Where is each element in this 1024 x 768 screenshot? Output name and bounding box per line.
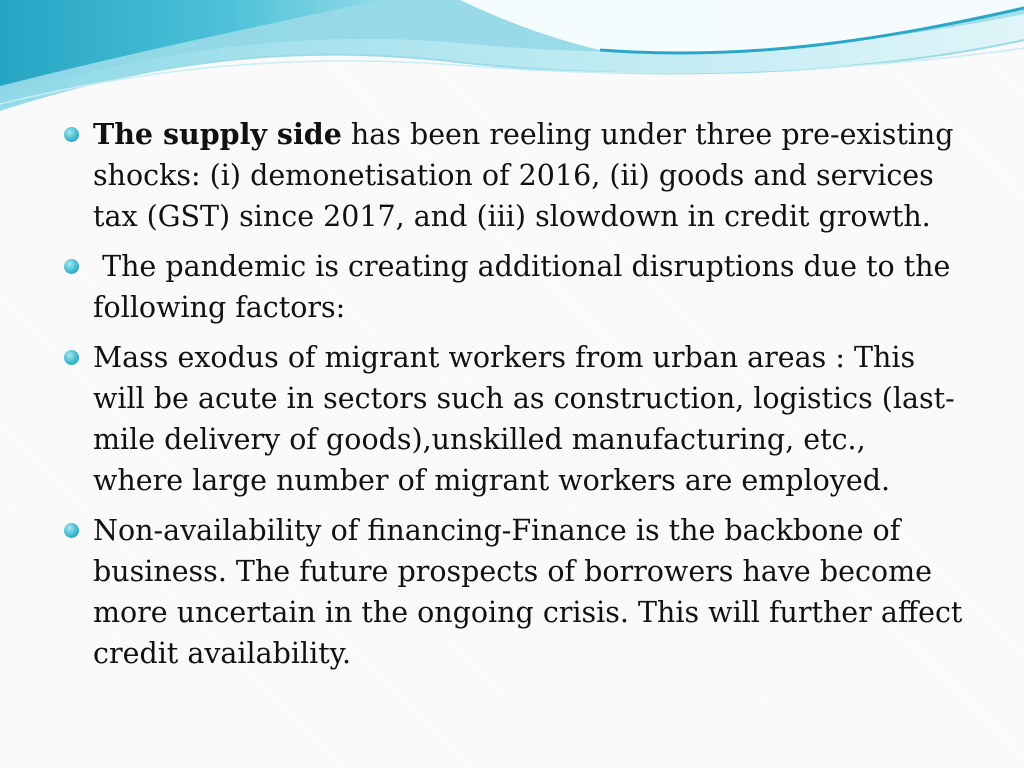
bullet-list <box>64 114 964 683</box>
bullet-text: Non-availability of financing-Finance is the backbone of business. The future prospects of borrowers have become more uncertain in the ongoing crisis. This will further affect credit availability. <box>93 514 963 670</box>
bullet-bold-lead: The supply side <box>93 117 342 151</box>
bullet-item-migrant-workers <box>64 337 964 501</box>
circle-bullet-icon <box>64 259 79 274</box>
bullet-item-supply-side <box>64 114 964 237</box>
header-wave-decoration <box>0 0 1024 120</box>
circle-bullet-icon <box>64 523 79 538</box>
bullet-text: The pandemic is creating additional disruptions due to the following factors: <box>93 250 960 324</box>
bullet-item-pandemic <box>64 246 964 328</box>
bullet-item-financing <box>64 510 964 674</box>
bullet-text: Mass exodus of migrant workers from urban areas : This will be acute in sectors such as construction, logistics (last-mile delivery of goods),unskilled manufacturing, etc., where large number of migrant workers are employed. <box>93 341 955 497</box>
circle-bullet-icon <box>64 350 79 365</box>
circle-bullet-icon <box>64 127 79 142</box>
bullet-text: has been reeling under three pre-existing shocks: (i) demonetisation of 2016, (ii) goods and services tax (GST) since 2017, and (iii) slowdown in credit growth. <box>93 118 954 233</box>
